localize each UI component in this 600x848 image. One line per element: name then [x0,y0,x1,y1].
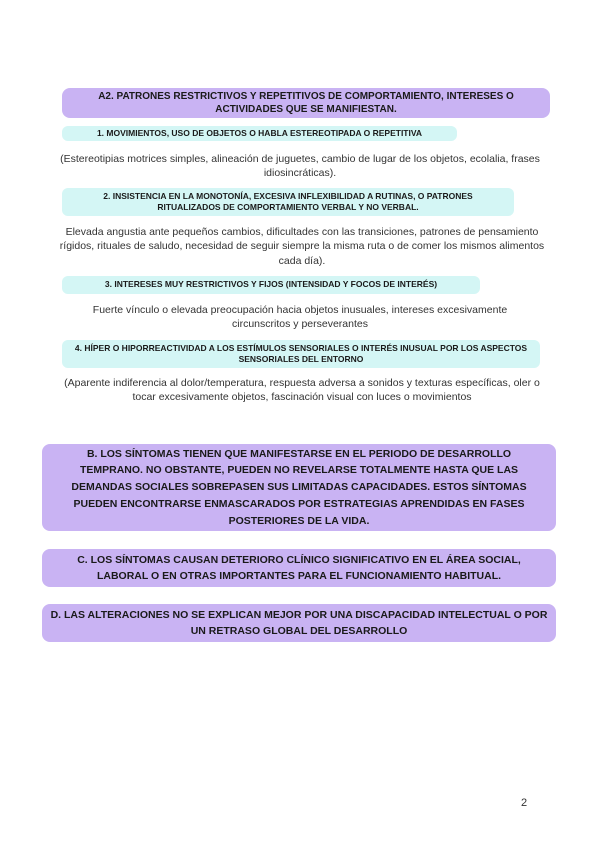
item-3-title: 3. INTERESES MUY RESTRICTIVOS Y FIJOS (INTENSIDAD Y FOCOS DE INTERÉS) [104,279,438,290]
section-c-text: C. LOS SÍNTOMAS CAUSAN DETERIORO CLÍNICO SIGNIFICATIVO EN EL ÁREA SOCIAL, LABORAL O EN OTRAS IMPORTANTES PARA EL FUNCIONAMIENTO HABITUAL. [77,553,521,582]
item-1-title: 1. MOVIMIENTOS, USO DE OBJETOS O HABLA ESTEREOTIPADA O REPETITIVA [96,127,423,138]
section-d-box [42,604,556,642]
item-3-description: Fuerte vínculo o elevada preocupación hacia objetos inusuales, intereses excesivamente circunscritos y perseverantes [92,304,508,331]
item-1-description: (Estereotipias motrices simples, alineación de juguetes, cambio de lugar de los objetos, ecolalia, frases idiosincráticas). [60,153,540,180]
section-c-box [42,549,556,587]
item-4-heading [62,340,540,368]
section-b-text: B. LOS SÍNTOMAS TIENEN QUE MANIFESTARSE EN EL PERIODO DE DESARROLLO TEMPRANO. NO OBSTANTE, PUEDEN NO REVELARSE TOTALMENTE HASTA QUE LAS DEMANDAS SOCIALES SOBREPASEN SUS LIMITADAS CAPACIDADES. ESTOS SÍNTOMAS PUEDEN ENCONTRARSE ENMASCARADOS POR ESTRATEGIAS APRENDIDAS EN FASES POSTERIORES DE LA VIDA. [71,447,527,527]
section-a2-title: A2. PATRONES RESTRICTIVOS Y REPETITIVOS DE COMPORTAMIENTO, INTERESES O ACTIVIDADES QUE SE MANIFIESTAN. [98,91,514,115]
section-b-box [42,444,556,531]
item-1-heading [62,126,457,141]
item-2-title: 2. INSISTENCIA EN LA MONOTONÍA, EXCESIVA INFLEXIBILIDAD A RUTINAS, O PATRONES RITUALIZADOS DE COMPORTAMIENTO VERBAL Y NO VERBAL. [103,190,473,212]
item-3-heading [62,276,480,294]
section-a2-heading [62,88,550,118]
item-4-title: 4. HÍPER O HIPORREACTIVIDAD A LOS ESTÍMULOS SENSORIALES O INTERÉS INUSUAL POR LOS ASPECTOS SENSORIALES DEL ENTORNO [74,342,528,364]
item-2-heading [62,188,514,216]
item-2-description: Elevada angustia ante pequeños cambios, dificultades con las transiciones, patrones de pensamiento rígidos, rituales de saludo, necesidad de seguir siempre la misma ruta o de comer los mismos alimentos cada día). [59,226,545,267]
page-number: 2 [521,797,528,809]
item-4-description: (Aparente indiferencia al dolor/temperatura, respuesta adversa a sonidos y texturas específicas, oler o tocar excesivamente objetos, fascinación visual con luces o movimientos [64,377,540,404]
section-d-text: D. LAS ALTERACIONES NO SE EXPLICAN MEJOR POR UNA DISCAPACIDAD INTELECTUAL O POR UN RETRASO GLOBAL DEL DESARROLLO [50,608,548,637]
